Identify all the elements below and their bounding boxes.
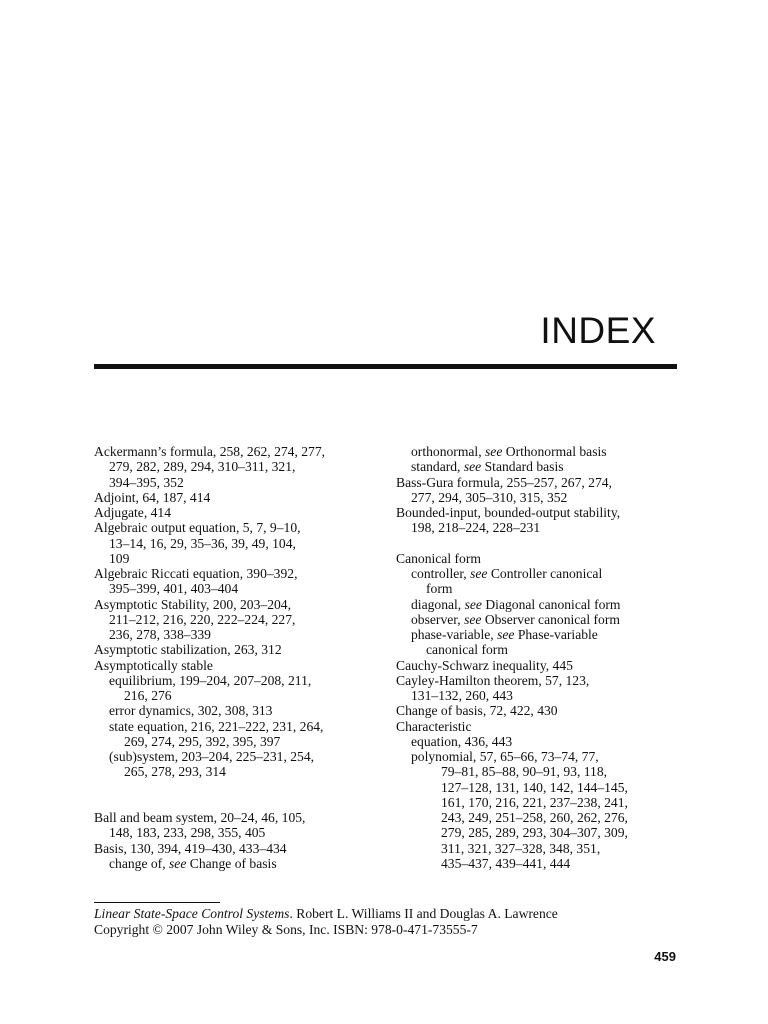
page-title: INDEX bbox=[540, 310, 656, 351]
index-subentry bbox=[396, 780, 686, 795]
copyright-line: Copyright © 2007 John Wiley & Sons, Inc. ISBN: 978-0-471-73555-7 bbox=[94, 921, 478, 937]
entry-text: 161, 170, 216, 221, 237–238, 241, bbox=[441, 794, 628, 810]
index-entry bbox=[94, 505, 384, 520]
entry-text: equation, 436, 443 bbox=[411, 733, 513, 749]
index-subentry bbox=[396, 520, 686, 535]
entry-text: 269, 274, 295, 392, 395, 397 bbox=[124, 733, 281, 749]
index-entry bbox=[396, 551, 686, 566]
see-reference: see bbox=[463, 459, 482, 475]
index-subentry bbox=[396, 490, 686, 505]
entry-text: 394–395, 352 bbox=[109, 474, 184, 490]
index-subentry bbox=[94, 459, 384, 474]
index-entry bbox=[396, 658, 686, 673]
entry-text: Adjoint, 64, 187, 414 bbox=[94, 489, 211, 505]
index-subentry bbox=[94, 612, 384, 627]
entry-text: Bass-Gura formula, 255–257, 267, 274, bbox=[396, 474, 612, 490]
entry-text: Characteristic bbox=[396, 718, 472, 734]
book-authors: . Robert L. Williams II and Douglas A. Lawrence bbox=[289, 906, 558, 921]
index-subentry bbox=[94, 475, 384, 490]
entry-text: Canonical form bbox=[396, 550, 481, 566]
entry-text: Algebraic output equation, 5, 7, 9–10, bbox=[94, 520, 301, 536]
index-entry bbox=[94, 841, 384, 856]
index-subentry bbox=[396, 612, 686, 627]
entry-text: observer, bbox=[411, 611, 465, 627]
entry-text: 148, 183, 233, 298, 355, 405 bbox=[109, 825, 266, 841]
footnote-rule bbox=[94, 902, 220, 903]
entry-text: Change of basis bbox=[186, 855, 277, 871]
entry-text: 216, 276 bbox=[124, 688, 172, 703]
entry-text: Asymptotic stabilization, 263, 312 bbox=[94, 642, 282, 658]
index-subentry bbox=[94, 551, 384, 566]
index-subentry bbox=[396, 764, 686, 779]
index-subentry bbox=[396, 810, 686, 825]
entry-text: change of, bbox=[109, 855, 170, 871]
index-entry bbox=[94, 810, 384, 825]
see-reference: see bbox=[464, 611, 482, 627]
index-subentry bbox=[94, 581, 384, 596]
entry-text: 127–128, 131, 140, 142, 144–145, bbox=[441, 779, 628, 795]
index-subentry bbox=[94, 719, 384, 734]
index-subentry bbox=[396, 841, 686, 856]
entry-text: Bounded-input, bounded-output stability, bbox=[396, 505, 621, 520]
index-subentry bbox=[396, 444, 686, 459]
index-subentry bbox=[94, 825, 384, 840]
entry-text: 79–81, 85–88, 90–91, 93, 118, bbox=[441, 764, 608, 780]
index-subentry bbox=[94, 627, 384, 642]
entry-text: 198, 218–224, 228–231 bbox=[411, 520, 541, 536]
entry-text: Ackermann’s formula, 258, 262, 274, 277, bbox=[94, 444, 326, 459]
index-subentry bbox=[396, 734, 686, 749]
index-subentry bbox=[396, 597, 686, 612]
index-subentry bbox=[396, 459, 686, 474]
entry-text: Algebraic Riccati equation, 390–392, bbox=[94, 566, 298, 581]
entry-text: 243, 249, 251–258, 260, 262, 276, bbox=[441, 810, 628, 825]
entry-text: 13–14, 16, 29, 35–36, 39, 49, 104, bbox=[109, 535, 296, 551]
entry-gap bbox=[94, 780, 384, 795]
entry-text: Phase-variable bbox=[514, 627, 598, 642]
see-reference: see bbox=[464, 596, 482, 612]
index-subentry bbox=[94, 703, 384, 718]
entry-gap bbox=[94, 795, 384, 810]
entry-text: 435–437, 439–441, 444 bbox=[441, 855, 571, 871]
entry-text: Basis, 130, 394, 419–430, 433–434 bbox=[94, 840, 287, 856]
index-entry bbox=[94, 566, 384, 581]
index-entry bbox=[396, 505, 686, 520]
index-subentry bbox=[396, 749, 686, 764]
index-entry bbox=[396, 719, 686, 734]
entry-text: 131–132, 260, 443 bbox=[411, 688, 513, 703]
citation-line bbox=[94, 906, 558, 922]
entry-text: Asymptotic Stability, 200, 203–204, bbox=[94, 596, 291, 612]
index-subentry bbox=[396, 627, 686, 642]
entry-text: orthonormal, bbox=[411, 444, 485, 459]
index-entry bbox=[94, 520, 384, 535]
index-subentry bbox=[94, 734, 384, 749]
entry-text: 265, 278, 293, 314 bbox=[124, 764, 226, 780]
index-entry bbox=[94, 444, 384, 459]
index-column-left bbox=[94, 444, 384, 871]
index-subentry bbox=[396, 856, 686, 871]
entry-text: Cauchy-Schwarz inequality, 445 bbox=[396, 657, 573, 673]
index-entry bbox=[396, 475, 686, 490]
entry-text: 236, 278, 338–339 bbox=[109, 627, 211, 642]
index-entry bbox=[396, 673, 686, 688]
entry-text: form bbox=[426, 581, 453, 597]
see-reference: see bbox=[497, 627, 515, 642]
entry-text: Controller canonical bbox=[487, 566, 603, 581]
index-subentry bbox=[396, 581, 686, 596]
entry-text: polynomial, 57, 65–66, 73–74, 77, bbox=[411, 749, 599, 764]
entry-text: Orthonormal basis bbox=[502, 444, 607, 459]
index-subentry bbox=[94, 536, 384, 551]
index-subentry bbox=[94, 673, 384, 688]
entry-text: Asymptotically stable bbox=[94, 657, 213, 673]
index-entry bbox=[94, 658, 384, 673]
entry-text: Standard basis bbox=[481, 459, 564, 475]
index-column-right bbox=[396, 444, 686, 871]
index-entry bbox=[396, 703, 686, 718]
page-number: 459 bbox=[654, 949, 676, 964]
entry-text: canonical form bbox=[426, 642, 508, 658]
entry-text: Cayley-Hamilton theorem, 57, 123, bbox=[396, 672, 590, 688]
entry-text: controller, bbox=[411, 566, 471, 581]
see-reference: see bbox=[485, 444, 503, 459]
entry-text: 311, 321, 327–328, 348, 351, bbox=[441, 840, 601, 856]
entry-text: diagonal, bbox=[411, 596, 465, 612]
entry-text: Change of basis, 72, 422, 430 bbox=[396, 703, 558, 719]
index-subentry bbox=[396, 642, 686, 657]
entry-text: 109 bbox=[109, 550, 130, 566]
index-subentry bbox=[396, 566, 686, 581]
entry-text: Diagonal canonical form bbox=[481, 596, 621, 612]
index-subentry bbox=[396, 795, 686, 810]
index-subentry bbox=[94, 764, 384, 779]
see-reference: see bbox=[470, 566, 488, 581]
see-reference: see bbox=[169, 855, 187, 871]
entry-text: 211–212, 216, 220, 222–224, 227, bbox=[109, 611, 296, 627]
entry-text: equilibrium, 199–204, 207–208, 211, bbox=[109, 672, 312, 688]
index-subentry bbox=[94, 749, 384, 764]
entry-text: Observer canonical form bbox=[481, 611, 620, 627]
entry-text: 279, 285, 289, 293, 304–307, 309, bbox=[441, 825, 628, 841]
index-entry bbox=[94, 490, 384, 505]
entry-text: phase-variable, bbox=[411, 627, 498, 642]
index-entry bbox=[94, 597, 384, 612]
footer-citation bbox=[94, 906, 558, 937]
book-title: Linear State-Space Control Systems bbox=[94, 906, 290, 921]
entry-text: 279, 282, 289, 294, 310–311, 321, bbox=[109, 459, 296, 475]
index-subentry bbox=[396, 825, 686, 840]
index-entry bbox=[94, 642, 384, 657]
entry-text: 277, 294, 305–310, 315, 352 bbox=[411, 489, 568, 505]
index-subentry bbox=[94, 688, 384, 703]
entry-text: (sub)system, 203–204, 225–231, 254, bbox=[109, 749, 315, 764]
title-rule bbox=[94, 364, 677, 369]
entry-text: standard, bbox=[411, 459, 464, 475]
entry-text: Adjugate, 414 bbox=[94, 505, 172, 520]
index-subentry bbox=[396, 688, 686, 703]
entry-text: state equation, 216, 221–222, 231, 264, bbox=[109, 718, 324, 734]
entry-text: error dynamics, 302, 308, 313 bbox=[109, 703, 273, 719]
index-subentry bbox=[94, 856, 384, 871]
entry-text: Ball and beam system, 20–24, 46, 105, bbox=[94, 810, 306, 825]
entry-gap bbox=[396, 536, 686, 551]
entry-text: 395–399, 401, 403–404 bbox=[109, 581, 239, 597]
